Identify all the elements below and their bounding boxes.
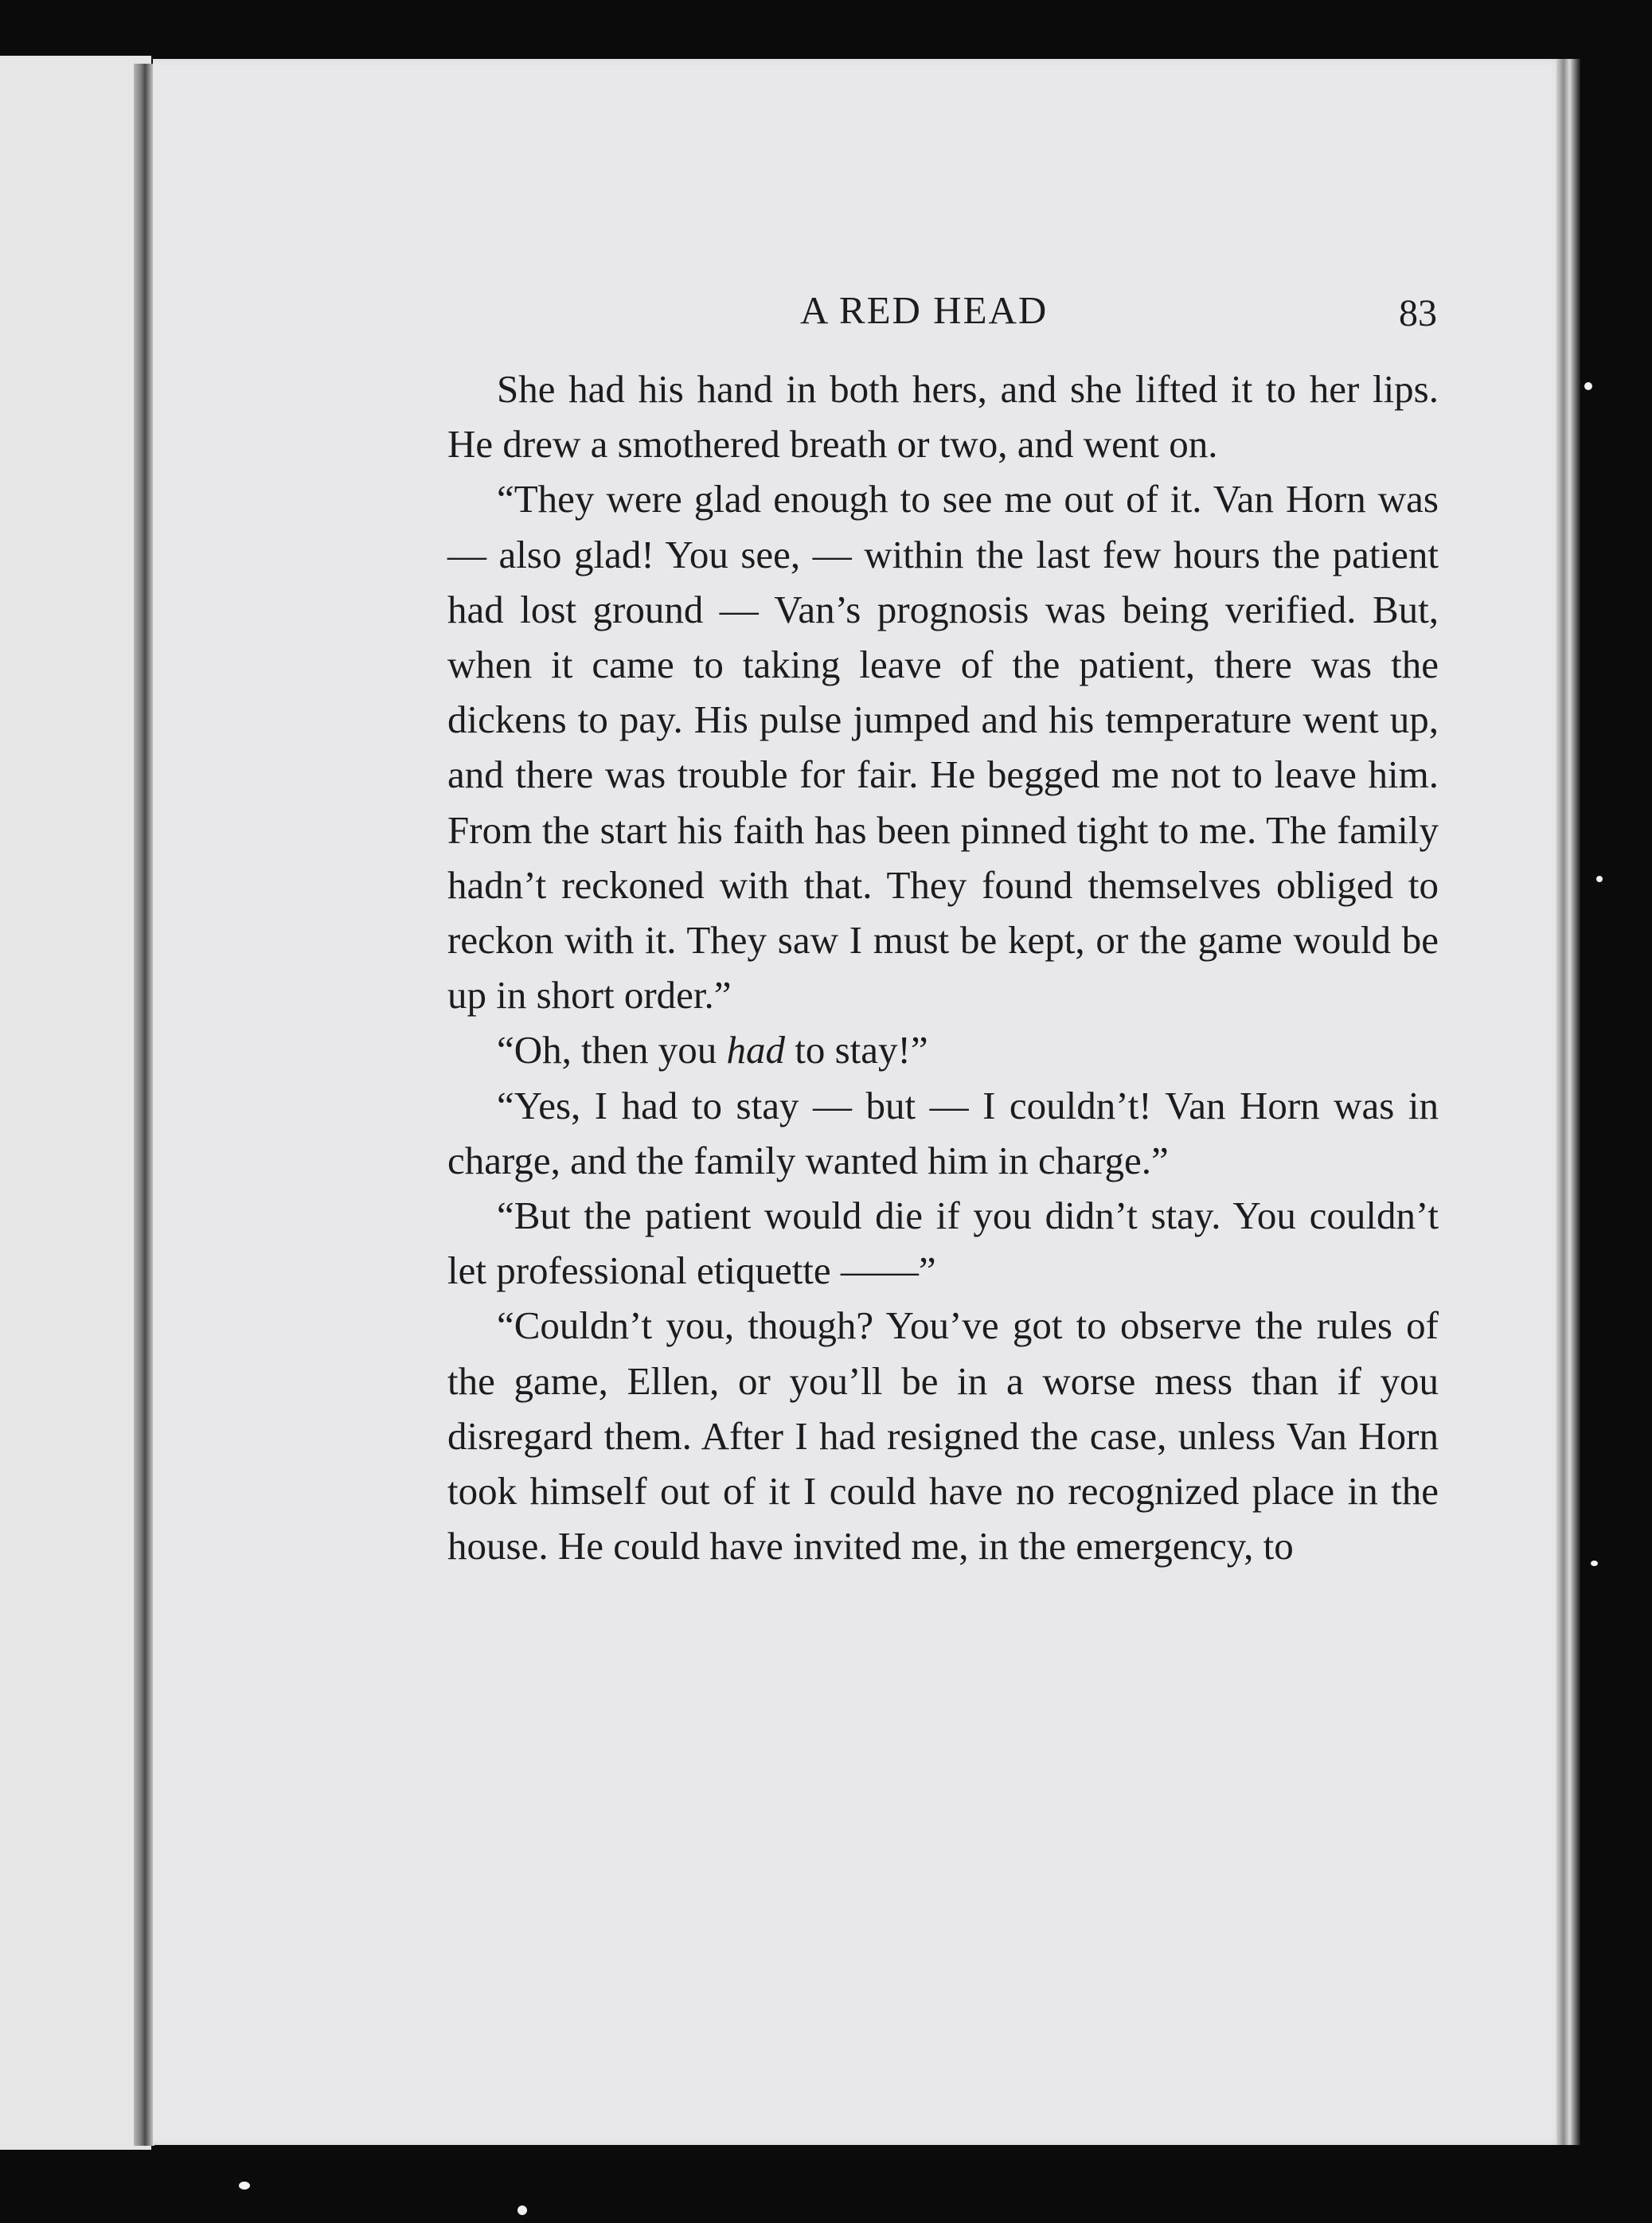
page-number: 83 — [1399, 292, 1437, 334]
paragraph — [447, 361, 1439, 471]
paragraph-text: “They were glad enough to see me out of it. Van Horn was — also glad! You see, — within the last few hours the patient had lost ground — Van’s prognosis was being verified. But, when it came to taking leave of the patient, there was the dickens to pay. His pulse jumped and his temperature went up, and there was trouble for fair. He begged me not to leave him. From the start his faith has been pinned tight to me. The family hadn’t reckoned with that. They found themselves obliged to reckon with it. They saw I must be kept, or the game would be up in short order.” — [447, 477, 1439, 1018]
paragraph-text: She had his hand in both hers, and she lifted it to her lips. He drew a smothered breath or two, and went on. — [447, 367, 1439, 467]
page-edge-shadow — [1556, 59, 1580, 2145]
book-gutter — [134, 64, 154, 2146]
italic-text: had — [726, 1028, 785, 1072]
scan-speck — [1584, 382, 1592, 390]
scan-speck — [517, 2205, 527, 2215]
running-title: A RED HEAD — [800, 288, 1049, 332]
paragraph — [447, 471, 1439, 1022]
facing-page-edge — [0, 56, 151, 2150]
paragraph — [447, 1078, 1439, 1188]
scan-speck — [1591, 1561, 1598, 1566]
paragraph-text: “Yes, I had to stay — but — I couldn’t! Van Horn was in charge, and the family wanted him in charge.” — [447, 1083, 1439, 1182]
scan-speck — [1596, 876, 1603, 882]
paragraph-text: to stay!” — [785, 1028, 928, 1072]
paragraph — [447, 1298, 1439, 1573]
paragraph-text: “Oh, then you — [497, 1028, 727, 1072]
book-page — [153, 59, 1562, 2145]
scan-speck — [239, 2182, 250, 2190]
paragraph-text: “But the patient would die if you didn’t stay. You couldn’t let professional etiquette ——” — [447, 1194, 1439, 1293]
paragraph — [447, 1188, 1439, 1298]
paragraph-text: “Couldn’t you, though? You’ve got to observe the rules of the game, Ellen, or you’ll be in a worse mess than if you disregard them. After I had resigned the case, unless Van Horn took himself out of it I could have no recognized place in the house. He could have invited me, in the emergency, to — [447, 1303, 1439, 1569]
paragraph — [447, 1022, 1439, 1077]
body-text — [447, 361, 1439, 1573]
